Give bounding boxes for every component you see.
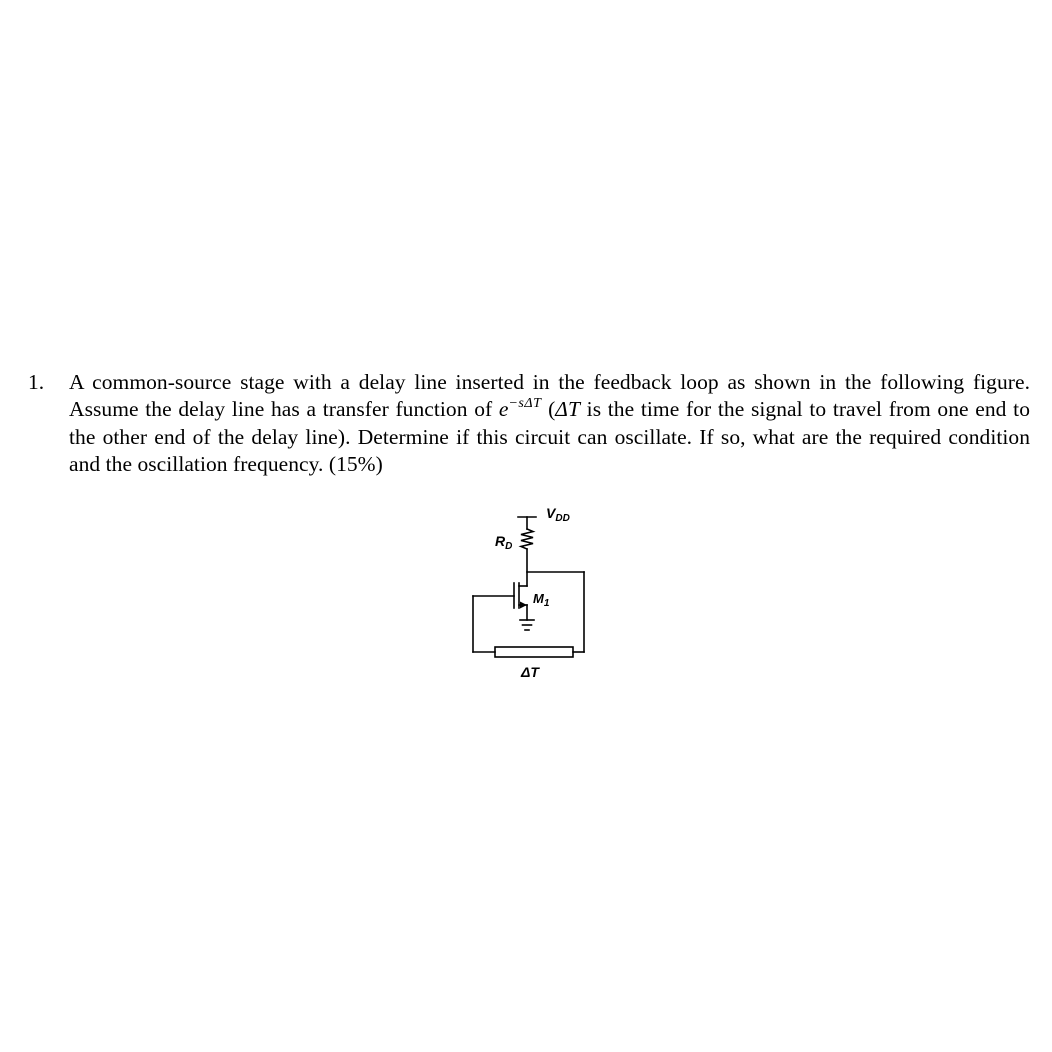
delay-line-box	[495, 647, 573, 657]
exp-base: e	[498, 397, 509, 422]
delta-t-symbol: ΔT	[555, 397, 580, 422]
problem-1	[28, 369, 1030, 478]
problem-text-part2: is the time for the signal to travel from one end to the other end of the delay line). Determine if this circuit can oscillate. If so, what are the required condition and the oscillation frequency. (15%)	[69, 397, 1030, 476]
problem-text	[69, 369, 1030, 478]
m1-source-arrow	[520, 602, 527, 609]
rd-resistor	[521, 529, 533, 549]
rd-label: $R_D$	[495, 533, 513, 552]
problem-number: 1.	[28, 370, 45, 394]
paren-open: (	[541, 397, 556, 422]
exp-power: −sΔT	[508, 396, 542, 412]
delay-label: ΔT	[521, 664, 539, 680]
vdd-label: $V_{DD}$	[546, 505, 570, 524]
circuit-diagram	[466, 502, 596, 682]
problem-text-part1: A common-source stage with a delay line inserted in the feedback loop as shown in the following figure. Assume the delay line has a transfer function of	[69, 370, 1030, 422]
m1-label: $M_1$	[533, 591, 550, 609]
